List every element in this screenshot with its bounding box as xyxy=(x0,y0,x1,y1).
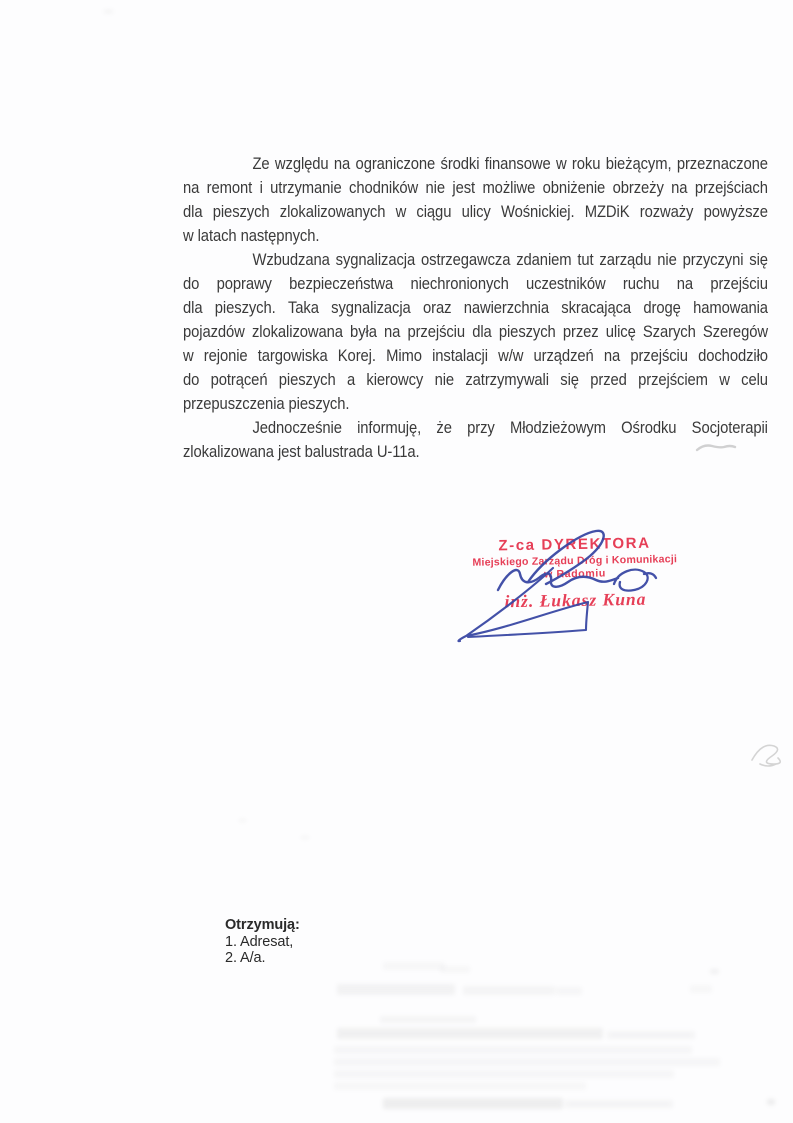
handwritten-signature xyxy=(438,512,668,657)
text-line: zlokalizowana jest balustrada U-11a. xyxy=(183,443,420,461)
text-line: dla pieszych. Taka sygnalizacja oraz nawierzchnia skracająca drogę hamowania xyxy=(183,299,768,317)
letter-body xyxy=(183,152,768,464)
paragraph-2 xyxy=(183,248,768,416)
stamp-city: w Radomiu xyxy=(543,566,607,581)
text-line: Wzbudzana sygnalizacja ostrzegawcza zdaniem tut zarządu nie przyczyni się xyxy=(252,251,768,269)
faint-pen-curl xyxy=(748,736,784,770)
text-line: do poprawy bezpieczeństwa niechronionych uczestników ruchu na przejściu xyxy=(183,275,768,293)
text-line: przepuszczenia pieszych. xyxy=(183,395,350,413)
text-line: w rejonie targowiska Korej. Mimo instalacji w/w urządzeń na przejściu dochodziło xyxy=(183,347,768,365)
distribution-heading: Otrzymują: xyxy=(225,917,300,933)
stamp-signer-name: inż. Łukasz Kuna xyxy=(504,588,647,612)
text-line: dla pieszych zlokalizowanych w ciągu ulicy Wośnickiej. MZDiK rozważy powyższe xyxy=(183,203,768,221)
paragraph-3 xyxy=(183,416,768,464)
text-line: pojazdów zlokalizowana była na przejściu dla pieszych przez ulicę Szarych Szeregów xyxy=(183,323,768,341)
distribution-list xyxy=(225,917,300,967)
text-line: Jednocześnie informuję, że przy Młodzieżowym Ośrodku Socjoterapii xyxy=(252,419,768,437)
paragraph-1 xyxy=(183,152,768,248)
text-line: w latach następnych. xyxy=(183,227,320,245)
stamp-title: Z-ca DYREKTORA xyxy=(498,534,651,555)
distribution-item: 2. A/a. xyxy=(225,950,266,966)
text-line: Ze względu na ograniczone środki finansowe w roku bieżącym, przeznaczone xyxy=(252,155,768,173)
stamp-organization: Miejskiego Zarządu Dróg i Komunikacji xyxy=(472,553,678,569)
text-line: do potrąceń pieszych a kierowcy nie zatrzymywali się przed przejściem w celu xyxy=(183,371,768,389)
scan-smudge xyxy=(694,440,738,456)
text-line: na remont i utrzymanie chodników nie jest możliwe obniżenie obrzeży na przejściach xyxy=(183,179,768,197)
distribution-item: 1. Adresat, xyxy=(225,933,294,950)
